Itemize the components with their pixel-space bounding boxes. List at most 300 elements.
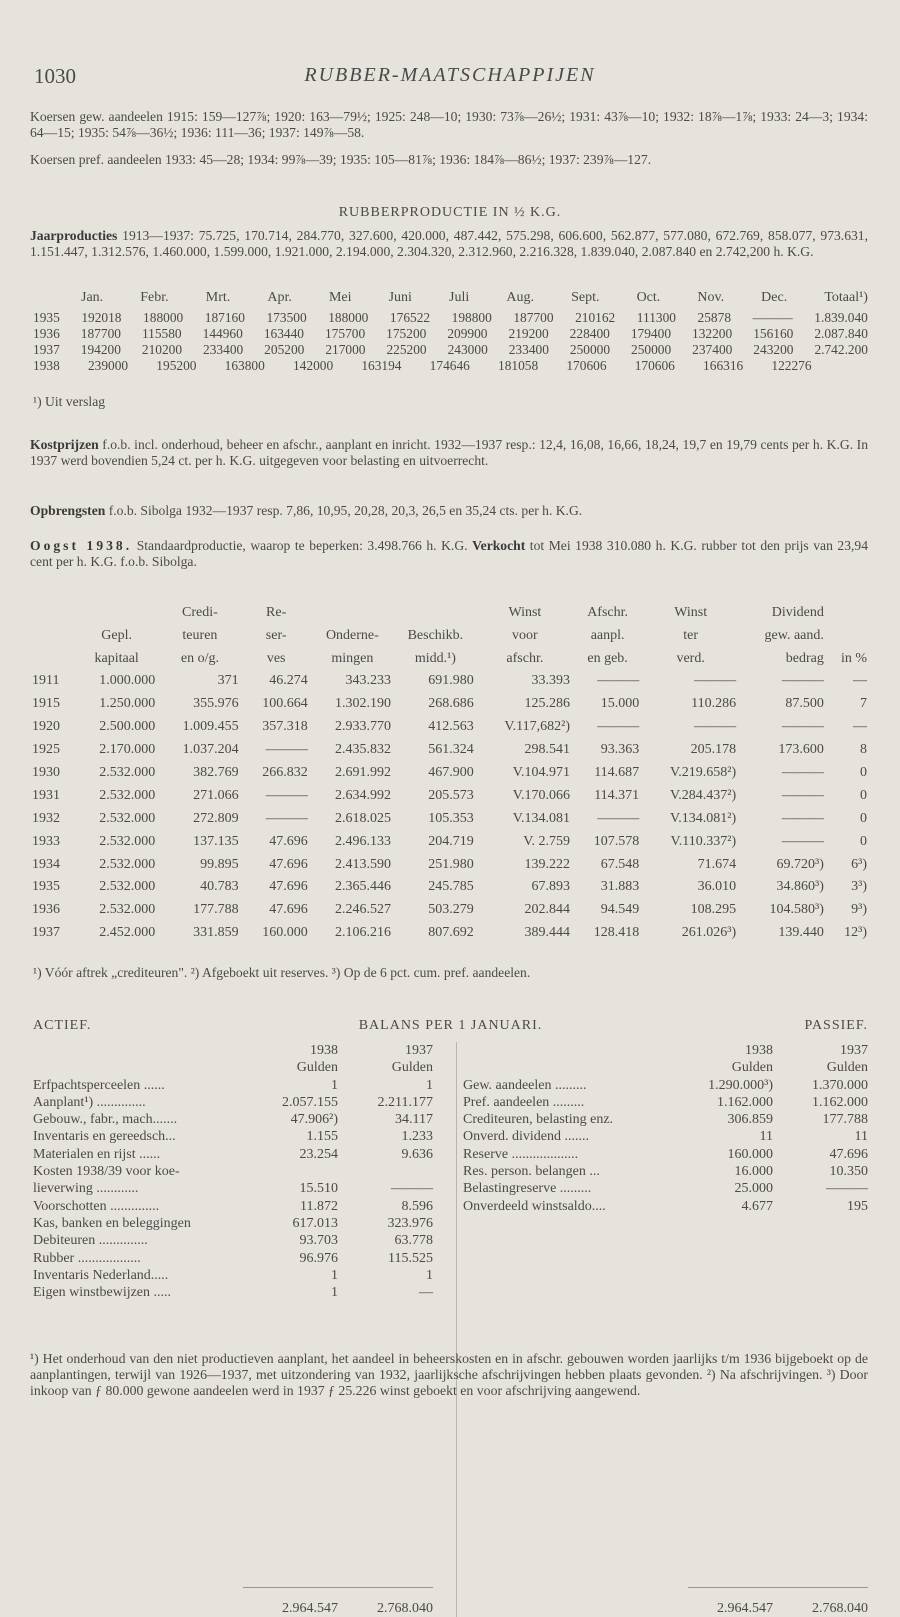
financial-cell: ——— [265,787,308,803]
balance-divider [456,1042,457,1617]
actief-item-1938: 1 [331,1285,338,1301]
financial-cell: 382.769 [193,765,239,780]
page-number: 1030 [34,64,76,88]
financial-header-cell: midd.¹) [414,651,456,666]
financial-cell: 2.496.133 [335,833,392,849]
financial-cell: ——— [597,673,640,689]
month-header-row [33,290,868,306]
financial-cell: 33.393 [531,673,571,689]
financial-cell: 15.000 [600,696,640,712]
month-cell: 192018 [81,310,122,325]
actief-item-label: Gebouw., fabr., mach....... [33,1112,178,1128]
financial-cell: 1.302.190 [335,696,392,712]
financial-header-cell [827,601,870,624]
month-cell: 228400 [569,326,610,341]
actief-item-label: Voorschotten .............. [33,1198,160,1214]
month-cell: 233400 [508,342,549,357]
financial-table [30,601,870,945]
financial-cell: 2.532.000 [99,879,156,895]
month-cell: 239000 [87,358,129,373]
actief-total-row [33,1600,433,1617]
financial-header-cell: Afschr. [587,605,629,620]
actief-item-label: Rubber .................. [33,1250,141,1266]
balance-footnote: ¹) Het onderhoud van den niet productieven aanplant, het aandeel in beheerskosten en in afschr. gebouwen worden jaarlijks t/m 1936 bijgeboekt op de aanplantingen, terwijl van 1926—1937, met uitzondering van 1932, jaarlijksche afschrijvingen hebben plaats gevonden. ²) Na afschrijvingen. ³) Door inkoop van ƒ 80.000 gewone aandeelen werd in 1937 ƒ 25.226 winst geboekt en voor afschrijving aangewend. [30,1351,868,1398]
financial-cell: 67.548 [600,856,640,872]
month-header: Dec. [761,290,788,305]
financial-cell: V.284.437²) [669,787,737,803]
production-footnote: ¹) Uit verslag [33,394,106,409]
financial-header-cell: Credi- [182,605,218,620]
month-cell: 175200 [386,326,427,341]
financial-cell: 2.106.216 [335,925,392,941]
actief-item-1937: 2.211.177 [377,1094,433,1110]
financial-cell: V.170.066 [512,787,571,803]
financial-cell: 1915 [32,696,60,712]
actief-item-label: Erfpachtsperceelen ...... [33,1077,165,1093]
financial-cell: 2.634.992 [335,787,392,803]
month-cell: 173500 [266,310,307,325]
financial-cell: 87.500 [785,696,824,712]
financial-cell: 93.363 [600,742,640,758]
financial-row [30,670,870,693]
jaarproducties-text: 1913—1937: 75.725, 170.714, 284.770, 327.600, 420.000, 487.442, 575.298, 606.600, 562.877, 577.080, 672.769, 858.077, 973.631, 1.151.447, 1.312.576, 1.460.000, 1.599.000, 1.921.000, 2.194.000, 2.304.320, 2.312.960, 2.216.328, 1.839.040, 2.087.840 en 2.742,200 h. K.G. [30,228,868,259]
page-title: RUBBER-MAATSCHAPPIJEN [304,64,596,86]
passief-column [463,1042,868,1215]
passief-item-1937: 1.162.000 [812,1094,868,1110]
financial-row [30,899,870,922]
financial-header-cell: Winst [508,605,542,620]
financial-cell: 1.037.204 [182,742,239,758]
month-cell: 1937 [33,342,60,357]
month-cell: ——— [752,310,793,325]
month-cell: 170606 [566,358,607,373]
month-header: Febr. [140,290,169,305]
financial-cell: 2.532.000 [99,902,156,918]
financial-cell: 1932 [32,810,60,826]
financial-header-cell: Gepl. [101,628,132,643]
financial-cell: 245.785 [428,879,474,895]
financial-cell: 298.541 [524,742,571,758]
month-cell: 166316 [703,358,744,373]
financial-cell: 2.452.000 [99,925,156,941]
financial-cell: 561.324 [428,742,474,758]
financial-cell: 2.365.446 [335,879,392,895]
passief-item-1938: 4.677 [741,1198,773,1214]
actief-item-1938: 23.254 [299,1146,338,1162]
actief-item-1937: 1.233 [401,1129,433,1145]
financial-header-cell: en geb. [587,651,628,666]
financial-header-cell [394,601,477,624]
financial-cell: 389.444 [524,925,571,941]
financial-cell: 1935 [32,879,60,895]
financial-cell: 1930 [32,765,60,780]
passief-total-2: 2.768.040 [812,1601,868,1616]
month-cell: 250000 [569,342,611,357]
financial-cell: 204.719 [428,833,474,849]
oogst-text-2: tot Mei 1938 310.080 h. K.G. rubber tot den prijs van 23,94 cent per h. K.G. f.o.b. Sibolga. [30,538,869,569]
month-cell: 174646 [429,358,470,373]
month-cell: 163800 [224,358,265,373]
financial-cell: 355.976 [193,696,239,712]
passief-row [463,1094,868,1111]
financial-cell: 108.295 [690,902,737,918]
financial-cell: 7 [860,696,867,712]
month-header: Juni [388,290,412,305]
month-cell: 115580 [141,326,182,341]
financial-header-row [30,647,870,670]
financial-cell: 1936 [32,902,60,918]
financial-cell: 173.600 [778,742,824,758]
financial-cell: 467.900 [428,765,474,780]
month-cell: 2.087.840 [814,326,868,341]
passief-item-label: Reserve ................... [463,1146,579,1162]
financial-cell: 139.440 [778,925,824,941]
financial-cell: — [853,673,867,689]
actief-item-1938: 617.013 [292,1215,338,1231]
financial-cell: — [853,719,867,735]
actief-row [33,1094,433,1111]
financial-row [30,784,870,807]
financial-header-row [30,624,870,647]
passief-item-1938: 11 [759,1129,773,1145]
financial-header-cell: in % [840,651,867,666]
passief-row [463,1111,868,1128]
financial-cell: 31.883 [600,879,640,895]
actief-item-1938 [243,1163,338,1180]
actief-year-1: 1938 [310,1043,338,1058]
oogst [30,538,868,570]
financial-cell: 2.413.590 [335,856,392,872]
passief-item-label: Belastingreserve ......... [463,1181,592,1197]
actief-row [33,1146,433,1163]
financial-cell: 47.696 [269,856,308,872]
passief-total-1: 2.964.547 [717,1601,773,1616]
month-cell: 233400 [203,342,244,357]
financial-cell: 104.580³) [769,902,824,918]
financial-header-cell: Onderne- [325,628,379,643]
financial-cell: 8 [860,742,867,758]
passief-label: PASSIEF. [804,1018,868,1033]
passief-row [463,1163,868,1180]
month-cell: 210162 [575,310,616,325]
actief-row [33,1111,433,1128]
financial-cell: ——— [694,673,737,689]
financial-cell: 371 [217,673,239,689]
kostprijzen-label: Kostprijzen [30,437,99,452]
financial-row [30,762,870,785]
financial-header-cell: aanpl. [590,628,625,643]
financial-cell: 114.687 [594,765,640,780]
month-cell: 175700 [324,326,366,341]
actief-item-1938: 1 [331,1077,338,1093]
financial-cell: 0 [860,765,867,780]
financial-cell: 47.696 [269,879,308,895]
month-rows [33,310,868,374]
month-row [33,358,868,374]
actief-total-rule [243,1587,433,1588]
financial-header-cell [30,624,75,647]
financial-cell: 9³) [851,902,867,918]
financial-cell: 2.435.832 [335,742,392,758]
actief-item-1937: 323.976 [387,1215,433,1231]
month-cell: 181058 [498,358,539,373]
financial-cell: 412.563 [428,719,474,735]
passief-item-1937: 11 [854,1129,868,1145]
opbrengsten [30,503,868,519]
month-cell: 188000 [143,310,184,325]
passief-item-label: Gew. aandeelen ......... [463,1077,587,1093]
actief-item-1937: ——— [391,1181,433,1197]
financial-header-cell: en o/g. [180,651,219,666]
actief-row [33,1077,433,1094]
financial-header-cell: ter [683,628,699,643]
month-cell: 163194 [361,358,402,373]
jaarproducties-label: Jaarproducties [30,228,118,243]
actief-column [33,1042,433,1301]
oogst-text-1: Standaardproductie, waarop te beperken: 3.498.766 h. K.G. [132,538,473,553]
month-header: Oct. [636,290,661,305]
financial-cell: 1933 [32,833,60,849]
financial-cell: 160.000 [262,925,308,941]
passief-item-1937: 177.788 [822,1112,868,1128]
month-header: Juli [449,290,470,305]
month-cell: 217000 [325,342,366,357]
financial-header-cell: Dividend [771,605,824,620]
financial-header-cell: teuren [182,628,218,643]
passief-item-label: Pref. aandeelen ......... [463,1094,585,1110]
actief-item-1938: 1 [331,1267,338,1283]
financial-header-cell [30,647,75,670]
financial-cell: 331.859 [193,925,239,941]
financial-cell: ——— [781,765,824,780]
month-cell: 187700 [513,310,554,325]
month-cell: 188000 [328,310,369,325]
actief-total-1: 2.964.547 [282,1601,338,1616]
actief-item-1937: 8.596 [401,1198,433,1214]
financial-table-body [30,670,870,945]
actief-item-1938: 93.703 [299,1233,338,1249]
financial-cell: 2.532.000 [99,833,156,849]
month-cell: 187160 [204,310,245,325]
financial-cell: V.117,682²) [504,719,571,735]
financial-cell: V. 2.759 [523,833,571,849]
month-cell: 209900 [447,326,488,341]
passief-year-1: 1938 [745,1043,773,1058]
month-cell: 1935 [33,310,60,325]
passief-year-2: 1937 [840,1043,868,1058]
financial-cell: 1.009.455 [182,719,239,735]
financial-header-cell: Re- [266,605,287,620]
passief-row [463,1198,868,1215]
financial-cell: ——— [781,787,824,803]
financial-header-cell: voor [512,628,538,643]
actief-rows [33,1077,433,1302]
month-cell: 195200 [156,358,197,373]
actief-item-1938: 1.155 [306,1129,338,1145]
passief-total-rule [688,1587,868,1588]
financial-header-cell: ser- [265,628,287,643]
month-cell: 243000 [447,342,488,357]
financial-row [30,853,870,876]
financial-cell: ——— [597,719,640,735]
passief-item-label: Res. person. belangen ... [463,1164,600,1180]
passief-total-row [463,1600,868,1617]
financial-cell: ——— [597,810,640,826]
financial-cell: 47.696 [269,902,308,918]
passief-item-1937: 47.696 [829,1146,868,1162]
actief-item-1937: 34.117 [395,1112,433,1128]
passief-item-1937: ——— [826,1181,868,1197]
actief-row [33,1198,433,1215]
actief-row [33,1250,433,1267]
financial-cell: 268.686 [428,696,474,712]
financial-cell: 1934 [32,856,60,872]
financial-cell: 177.788 [193,902,239,918]
financial-cell: 67.893 [531,879,571,895]
passief-row [463,1128,868,1145]
actief-item-1938: 2.057.155 [282,1094,338,1110]
financial-cell: 1925 [32,742,60,758]
financial-header-cell [75,601,158,624]
actief-item-label: Kas, banken en beleggingen [33,1215,191,1231]
month-header: Totaal¹) [824,290,868,305]
passief-item-1938: 16.000 [734,1164,773,1180]
financial-cell: 2.532.000 [99,856,156,872]
financial-cell: ——— [781,810,824,826]
opbrengsten-label: Opbrengsten [30,503,106,518]
financial-cell: V.134.081²) [669,810,737,826]
financial-cell: 251.980 [428,856,474,872]
financial-cell: 266.832 [262,765,308,780]
financial-cell: 99.895 [200,856,239,872]
actief-row [33,1128,433,1145]
actief-item-1938: 11.872 [300,1198,338,1214]
financial-cell: 139.222 [524,856,571,872]
financial-cell: 691.980 [428,673,474,689]
koersen-gewone: Koersen gew. aandeelen 1915: 159—127⅞; 1920: 163—79½; 1925: 248—10; 1930: 73⅞—26½; 1931: 43⅞—10; 1932: 18⅞—1⅞; 1933: 24—3; 1934: 64—15; 1935: 54⅞—36½; 1936: 111—36; 1937: 149⅞—58. [30,109,868,140]
month-cell: 176522 [389,310,431,325]
actief-row [33,1215,433,1232]
passief-item-1937: 10.350 [829,1164,868,1180]
actief-row [33,1232,433,1249]
financial-cell: 357.318 [262,719,308,735]
financial-header-cell: afschr. [506,651,544,666]
month-cell: 243200 [753,342,794,357]
financial-cell: 1931 [32,787,60,803]
financial-cell: 0 [860,787,867,803]
financial-cell: 114.371 [594,787,640,803]
financial-cell: V.219.658²) [669,765,737,780]
actief-unit-1: Gulden [296,1060,338,1076]
financial-cell: 2.500.000 [99,719,156,735]
financial-cell: ——— [265,742,308,758]
month-header: Sept. [571,290,600,305]
financial-cell: V.134.081 [512,810,571,826]
actief-item-1937: 1 [426,1077,433,1093]
month-cell: 122276 [771,358,812,373]
koersen-pref: Koersen pref. aandeelen 1933: 45—28; 1934: 99⅞—39; 1935: 105—81⅞; 1936: 184⅞—86½; 1937: 239⅞—127. [30,152,652,167]
financial-cell: ——— [781,673,824,689]
month-cell: 132200 [692,326,733,341]
financial-header-cell [827,624,870,647]
passief-item-1938: 160.000 [727,1146,773,1162]
financial-row [30,693,870,716]
month-cell: 163440 [263,326,304,341]
passief-item-1937: 1.370.000 [812,1077,868,1093]
month-row [33,326,868,342]
passief-item-label: Crediteuren, belasting enz. [463,1112,614,1128]
financial-header-cell: Beschikb. [407,628,464,643]
actief-item-label: Inventaris en gereedsch... [33,1129,176,1145]
actief-year-2: 1937 [405,1043,433,1058]
month-header: Aug. [506,290,534,305]
month-cell: 210200 [141,342,183,357]
kostprijzen-text: f.o.b. incl. onderhoud, beheer en afschr., aanplant en inricht. 1932—1937 resp.: 12,4, 16,08, 16,66, 18,24, 19,7 en 19,79 cents per h. K.G. In 1937 werd bovendien 5,24 ct. per h. K.G. uitgegeven voor belasting en uitvoerrecht. [30,437,868,468]
financial-cell: 2.933.770 [335,719,392,735]
financial-cell: ——— [781,833,824,849]
financial-header-cell: gew. aand. [764,628,824,643]
jaarproducties [30,228,868,260]
financial-cell: 71.674 [697,856,737,872]
financial-cell: 272.809 [193,810,239,826]
financial-cell: 343.233 [345,673,392,689]
kostprijzen [30,437,868,469]
month-cell: 194200 [80,342,121,357]
actief-total-2: 2.768.040 [377,1601,433,1616]
month-cell: 250000 [631,342,672,357]
month-header: Mei [328,290,352,305]
passief-rows [463,1077,868,1215]
month-cell: 179400 [630,326,672,341]
financial-cell: 1920 [32,719,60,735]
passief-item-label: Onverdeeld winstsaldo.... [463,1198,606,1214]
page-header [30,64,870,94]
month-cell: 198800 [451,310,492,325]
financial-cell: 110.286 [691,696,737,712]
financial-header-cell: bedrag [785,651,824,666]
month-cell: 144960 [202,326,243,341]
actief-row [33,1163,433,1180]
month-cell: 205200 [264,342,305,357]
passief-item-1938: 1.162.000 [717,1094,773,1110]
financial-row [30,830,870,853]
financial-cell: 205.178 [690,742,737,758]
financial-cell: 1937 [32,925,60,941]
actief-item-1937: 115.525 [388,1250,433,1266]
financial-header-cell: mingen [331,651,374,666]
actief-item-1937: 1 [426,1267,433,1283]
financial-cell: 2.618.025 [335,810,392,826]
financial-cell: 205.573 [428,787,474,803]
financial-cell: 202.844 [524,902,571,918]
month-cell: 111300 [636,310,676,325]
financial-row [30,876,870,899]
passief-row [463,1180,868,1197]
month-header: Mrt. [205,290,231,305]
financial-cell: 69.720³) [776,856,824,872]
financial-cell: 2.170.000 [99,742,156,758]
financial-cell: 2.532.000 [99,765,156,780]
actief-row [33,1180,433,1197]
financial-row [30,807,870,830]
financial-cell: 3³) [851,879,867,895]
oogst-label-2: Verkocht [472,538,526,553]
actief-item-1938: 96.976 [299,1250,338,1266]
actief-item-label: lieverwing ............ [33,1181,139,1197]
financial-cell: 107.578 [593,833,640,849]
financial-cell: 503.279 [428,902,474,918]
financial-cell: 36.010 [697,879,737,895]
